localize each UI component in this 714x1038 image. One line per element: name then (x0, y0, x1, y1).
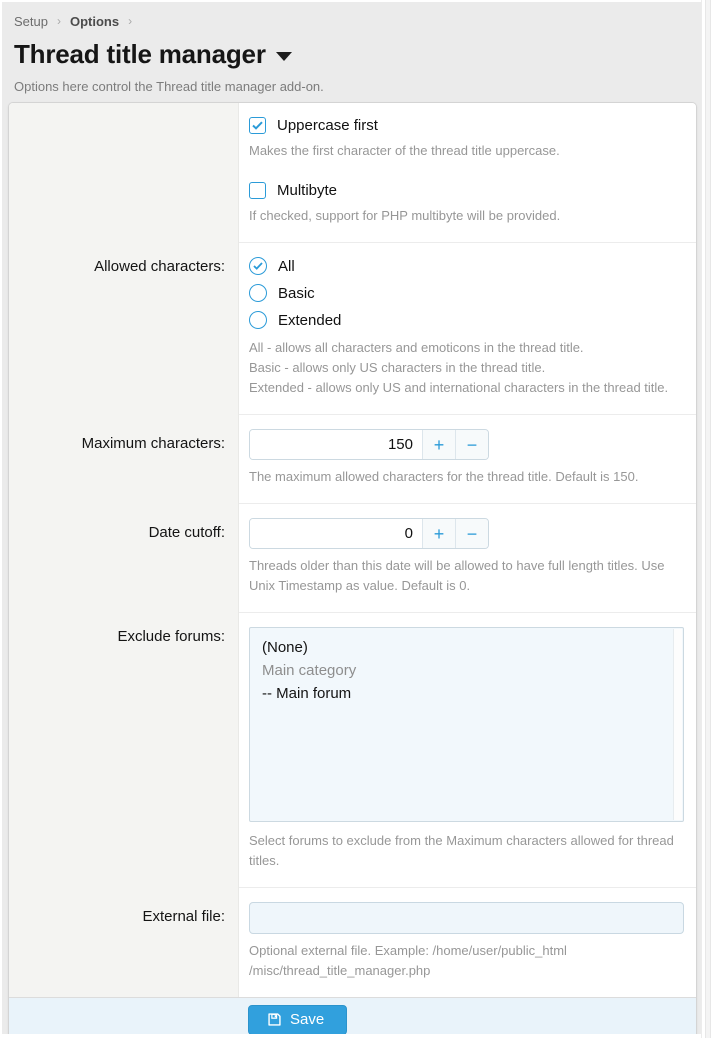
option-multibyte (249, 182, 684, 226)
allowed-characters-label: Allowed characters: (9, 242, 239, 414)
option-uppercase-first (249, 117, 684, 161)
admin-page (2, 2, 701, 1034)
multibyte-label: Multibyte (277, 182, 338, 199)
radio-all[interactable] (249, 257, 267, 275)
external-file-input[interactable] (249, 902, 684, 934)
maximum-characters-input[interactable] (250, 430, 422, 459)
exclude-forums-label: Exclude forums: (9, 612, 239, 887)
row-external-file (9, 887, 696, 997)
multibyte-option[interactable] (249, 182, 684, 199)
breadcrumb (14, 12, 689, 30)
row-label-empty (9, 103, 239, 242)
scrollbar-track[interactable] (705, 0, 711, 1038)
save-button[interactable] (248, 1005, 347, 1034)
explain-line: All - allows all characters and emoticons in the thread title. (249, 340, 584, 355)
uppercase-first-checkbox[interactable] (249, 117, 266, 134)
list-item-main-forum[interactable]: -- Main forum (262, 685, 352, 702)
breadcrumb-setup[interactable]: Setup (14, 13, 48, 29)
decrement-button[interactable]: − (455, 430, 488, 459)
save-icon (267, 1012, 282, 1027)
breadcrumb-options[interactable]: Options (69, 13, 120, 29)
row-exclude-forums (9, 612, 696, 887)
explain-line: Basic - allows only US characters in the thread title. (249, 360, 546, 375)
external-file-label: External file: (9, 887, 239, 997)
maximum-characters-label: Maximum characters: (9, 414, 239, 503)
external-file-explain (249, 941, 684, 981)
multibyte-explain: If checked, support for PHP multibyte will be provided. (249, 208, 561, 223)
increment-button[interactable]: + (422, 519, 455, 548)
save-button-label: Save (290, 1011, 325, 1028)
checkmark-icon (253, 262, 263, 270)
breadcrumb-separator-icon: › (56, 14, 61, 28)
uppercase-first-explain: Makes the first character of the thread title uppercase. (249, 143, 560, 158)
date-cutoff-label: Date cutoff: (9, 503, 239, 612)
uppercase-first-label: Uppercase first (277, 117, 378, 134)
radio-extended-label: Extended (278, 311, 342, 329)
radio-basic[interactable] (249, 284, 267, 302)
radio-basic-label: Basic (278, 284, 315, 302)
radio-all-label: All (278, 257, 295, 275)
allowed-characters-radio-group (249, 257, 684, 329)
increment-button[interactable]: + (422, 430, 455, 459)
date-cutoff-stepper (249, 518, 489, 549)
options-form (8, 102, 697, 1034)
allowed-characters-explain (249, 338, 684, 398)
multibyte-checkbox[interactable] (249, 182, 266, 199)
page-scrollbar[interactable] (701, 0, 714, 1038)
row-allowed-characters (9, 242, 696, 414)
row-date-cutoff (9, 503, 696, 612)
uppercase-first-option[interactable] (249, 117, 684, 134)
page-title: Thread title manager (14, 39, 266, 69)
maximum-characters-explain: The maximum allowed characters for the thread title. Default is 150. (249, 469, 639, 484)
date-cutoff-input[interactable] (250, 519, 422, 548)
explain-line: /misc/thread_title_manager.php (249, 963, 431, 978)
list-item-none[interactable]: (None) (262, 639, 308, 656)
radio-option-extended[interactable] (249, 311, 684, 329)
title-dropdown-icon[interactable] (276, 52, 292, 61)
date-cutoff-explain: Threads older than this date will be allowed to have full length titles. Use Unix Timestamp as value. Default is 0. (249, 558, 665, 593)
page-subtitle: Options here control the Thread title manager add-on. (14, 79, 324, 94)
row-maximum-characters (9, 414, 696, 503)
form-footer (9, 997, 696, 1034)
explain-line: Extended - allows only US and international characters in the thread title. (249, 380, 669, 395)
radio-option-all[interactable] (249, 257, 684, 275)
checkmark-icon (252, 121, 263, 130)
exclude-forums-explain: Select forums to exclude from the Maximum characters allowed for thread titles. (249, 833, 674, 868)
radio-option-basic[interactable] (249, 284, 684, 302)
maximum-characters-stepper (249, 429, 489, 460)
listbox-scrollbar[interactable] (673, 629, 682, 820)
radio-extended[interactable] (249, 311, 267, 329)
explain-line: Optional external file. Example: /home/user/public_html (249, 943, 567, 958)
breadcrumb-separator-icon: › (128, 14, 133, 28)
list-item-main-category[interactable]: Main category (262, 662, 357, 679)
decrement-button[interactable]: − (455, 519, 488, 548)
row-checkboxes (9, 103, 696, 242)
page-header (2, 2, 701, 94)
exclude-forums-listbox[interactable] (249, 627, 684, 822)
